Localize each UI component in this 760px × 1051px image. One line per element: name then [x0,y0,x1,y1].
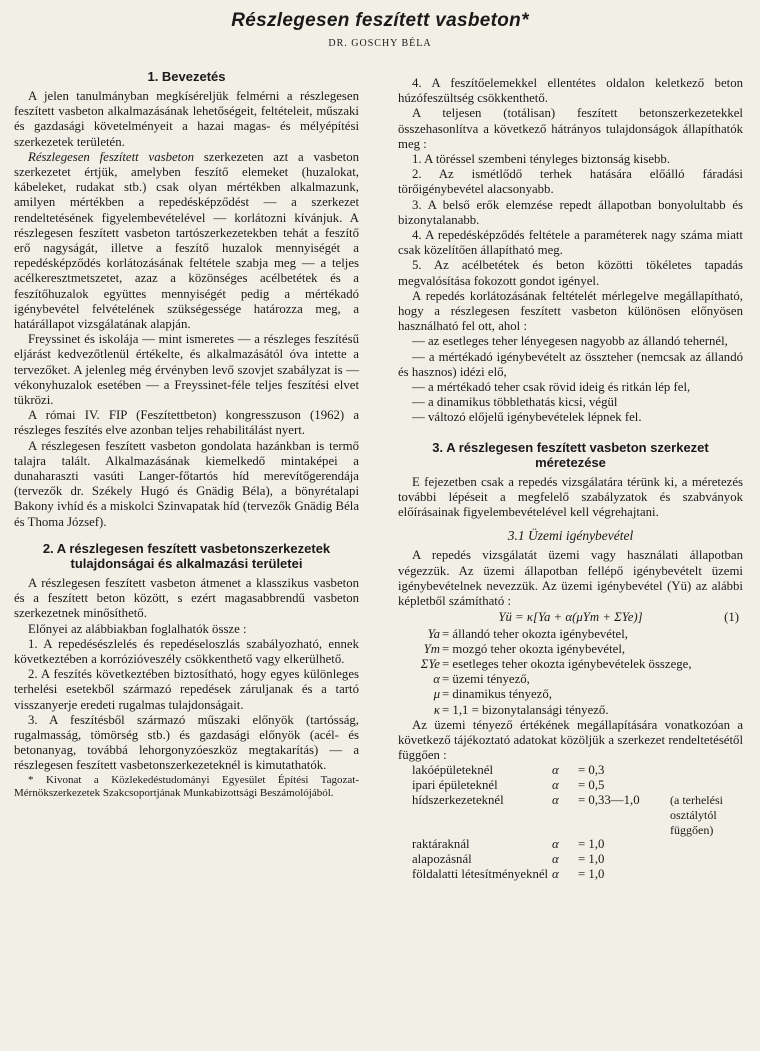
list-item: 3. A feszítésből származó műszaki előnyök (tartósság, rugalmasság, tömörség stb.) és gazdasági előnyök (acél- és betonanyag, továbbá lehorgonyzóeszköz megtakarítás) — a részlegesen feszített vasbetonszerkezeteknél is kimutathatók. [14,712,359,773]
section-3-heading: 3. A részlegesen feszített vasbeton szerkezet méretezése [432,439,709,470]
structure-type: raktáraknál [412,837,470,852]
definition: = üzemi tényező, [442,672,530,687]
list-item: — a mértékadó igénybevételt az összteher (nemcsak az állandó és hasznos) idézi elő, [398,349,743,379]
definition-row [412,703,743,718]
table-row [412,763,743,778]
symbol: ΣYe [420,656,440,671]
paragraph: A repedés korlátozásának feltételét mérlegelve megállapítható, hogy a részlegesen feszített vasbeton különösen előnyösen használható fel ott, ahol : [398,288,743,334]
right-column [398,76,743,882]
equation-number: (1) [724,610,739,625]
note [670,852,743,867]
factor-value: = 0,5 [578,778,605,793]
symbol: μ [433,687,440,702]
definition-row [412,627,743,642]
structure-type: hídszerkezeteknél [412,792,504,807]
paragraph: A repedés vizsgálatát üzemi vagy használati állapotban végezzük. Az üzemi állapotban fellépő igénybevételt üzemi igénybevételnek nevezzük. Az üzemi igénybevétel (Yü) az alábbi képletből számítható : [398,548,743,609]
list-item: 4. A repedésképződés feltétele a paraméterek nagy száma miatt csak közelítően állapítható meg. [398,228,743,258]
list-item: — változó előjelű igénybevételek lépnek fel. [412,410,642,425]
formula [398,610,743,625]
paragraph: A részlegesen feszített vasbeton átmenet a klasszikus vasbeton és a feszített beton között, s ezért magasabbrendű vasbeton szerkezetnek minősíthető. [14,575,359,621]
list-item: 2. Az ismétlődő terhek hatására előálló fáradási törőigénybevétel alacsonyabb. [398,167,743,197]
definition-row [412,672,743,687]
paragraph: A római IV. FIP (Feszítettbeton) kongresszuson (1962) a részleges feszítés elve azonban teljes rehabilitálást nyert. [14,408,359,438]
left-column [14,62,359,800]
factor-value: = 1,0 [578,837,605,852]
note [670,867,743,882]
paragraph: Freyssinet és iskolája — mint ismeretes — a részleges feszítésű eljárást kedvezőtlenül értékelte, és alkalmazásától óva intette a tervezőket. A jelenleg még érvényben levő szovjet szabályzat is — vékonyhuzalok esetében — a Freyssinet-féle teljes feszítési elvet tükrözi. [14,332,359,408]
section-1-heading: 1. Bevezetés [147,69,226,84]
structure-type: ipari épületeknél [412,778,498,793]
factor-value: = 1,0 [578,852,605,867]
paragraph: A részlegesen feszített vasbeton gondolata hazánkban is termő talajra talált. Alkalmazásának kiemelkedő mintaképei a dunaharaszti vasúti Langer-főtartós híd merevítőgerendája (tervezők dr. Székely Hugó és Gnädig Béla), a bönyrétalapi Bakony ivhíd és a miskolci Szinvapatak híd (tervezők Gnädig Béla és Thoma József). [14,438,359,529]
paragraph-text: szerkezeten azt a vasbeton szerkezetet értjük, amelyben feszítő elemeket (huzalokat, kábeleket, rudakat stb.) csak olyan mértékben alkalmazunk, amilyen mértékben a repedésképződést — a szerkezet rendeltetésének figyelembevételével — korlátozni kívánjuk. A részlegesen feszített vasbeton tartószerkezetekben tehát a feszítő erő nagyságát, illetve a feszítő huzalok mennyiségét a repedésképződés korlátozásának feltétele szabja meg — a teljes acélkeresztmetszetet, azaz a közönséges acélbetétek és a feszítőhuzalok együttes mennyiségét pedig a mértékadó igénybevétel felvételének szükségessége határozza meg, a határállapot vizsgálatának alapján. [14,149,359,332]
table-row [412,867,743,882]
footnote: * Kivonat a Közlekedéstudományi Egyesület Építési Tagozat-Mérnökszerkezetek Szakcsoportjának Munkabizottsági Beszámolójából. [14,773,359,799]
subsection-heading: 3.1 Üzemi igénybevétel [507,528,634,544]
paragraph: Előnyei az alábbiakban foglalhatók össze : [28,621,247,636]
structure-type: földalatti létesítményeknél [412,866,549,881]
symbol: α [433,672,440,687]
paragraph: Az üzemi tényező értékének megállapítására vonatkozóan a következő tájékoztató adatokat közöljük a szerkezet rendeltetésétől függően : [398,717,743,763]
note [670,763,743,778]
note [670,778,743,793]
definition: = 1,1 = bizonytalansági tényező. [442,702,609,717]
list-item: — az esetleges teher lényegesen nagyobb az állandó tehernél, [412,334,728,349]
paragraph: E fejezetben csak a repedés vizsgálatára térünk ki, a méretezés további lépéseit a megfelelő szabályzatok és szabványok előírásainak figyelembevételével kell végrehajtani. [398,474,743,520]
symbol: Ya [427,626,440,641]
list-item: 4. A feszítőelemekkel ellentétes oldalon keletkező beton húzófeszültség csökkenthető. [398,76,743,106]
definition: = esetleges teher okozta igénybevételek összege, [442,656,692,671]
paragraph [14,150,359,332]
table-row [412,837,743,852]
paragraph: A teljesen (totálisan) feszített betonszerkezetekkel összehasonlítva a következő hátrányos tulajdonságok állapíthatók meg : [398,106,743,151]
note [670,837,743,852]
list-item: 1. A repedésészlelés és repedéseloszlás szabályozható, ennek következtében a korrózióveszély csökkenthető vagy elkerülhető. [14,636,359,666]
definition-row [412,687,743,702]
definition: = mozgó teher okozta igénybevétel, [442,641,626,656]
list-item: 2. A feszítés következtében biztosítható, hogy egyes különleges terhelési esetekből származó repedések záruljanak és a tartó visszanyerje eredeti rugalmas tulajdonságait. [14,667,359,712]
symbol: α [552,778,559,793]
list-item: 3. A belső erők elemzése repedt állapotban bonyolultabb és bizonytalanabb. [398,197,743,227]
list-item: 1. A töréssel szembeni tényleges biztonság kisebb. [412,152,671,167]
table-row [412,793,743,837]
table-row [412,778,743,793]
symbol: κ [433,702,440,717]
symbol: α [552,837,559,852]
article-author: DR. GOSCHY BÉLA [328,38,432,49]
symbol: α [552,763,559,778]
definition: = dinamikus tényező, [442,687,552,702]
definition: = állandó teher okozta igénybevétel, [442,626,628,641]
factor-value: = 0,33—1,0 [578,792,640,807]
symbol: α [552,792,559,807]
factor-value: = 0,3 [578,763,605,778]
definition-row [412,657,743,672]
formula-expression: Yü = κ[Ya + α(μYm + ΣYe)] [498,610,643,625]
list-item: 5. Az acélbetétek és beton közötti tökéletes tapadás megvalósítása fokozott gondot igényel. [398,258,743,288]
note: (a terhelési osztálytól függően) [670,792,723,837]
symbol: α [552,866,559,881]
symbol: α [552,852,559,867]
factor-table [412,763,743,881]
table-row [412,852,743,867]
section-2-heading: 2. A részlegesen feszített vasbetonszerkezetek tulajdonságai és alkalmazási területei [42,540,331,571]
list-item: — a dinamikus többlethatás kicsi, végül [412,395,618,410]
factor-value: = 1,0 [578,866,605,881]
symbol: Ym [423,641,440,656]
term-highlight: Részlegesen feszített vasbeton [28,149,195,164]
paragraph: A jelen tanulmányban megkíséreljük felmérni a részlegesen feszített vasbeton alkalmazásának lehetőségeit, feltételeit, műszaki és gazdasági követelményeit a hazai magas- és mélyépítési szerkezetek területén. [14,89,359,149]
symbol-definitions [412,627,743,718]
definition-row [412,642,743,657]
structure-type: alapozásnál [412,852,472,867]
article-title: Részlegesen feszített vasbeton* [231,10,529,31]
list-item: — a mértékadó teher csak rövid ideig és ritkán lép fel, [412,380,691,395]
structure-type: lakóépületeknél [412,763,494,778]
